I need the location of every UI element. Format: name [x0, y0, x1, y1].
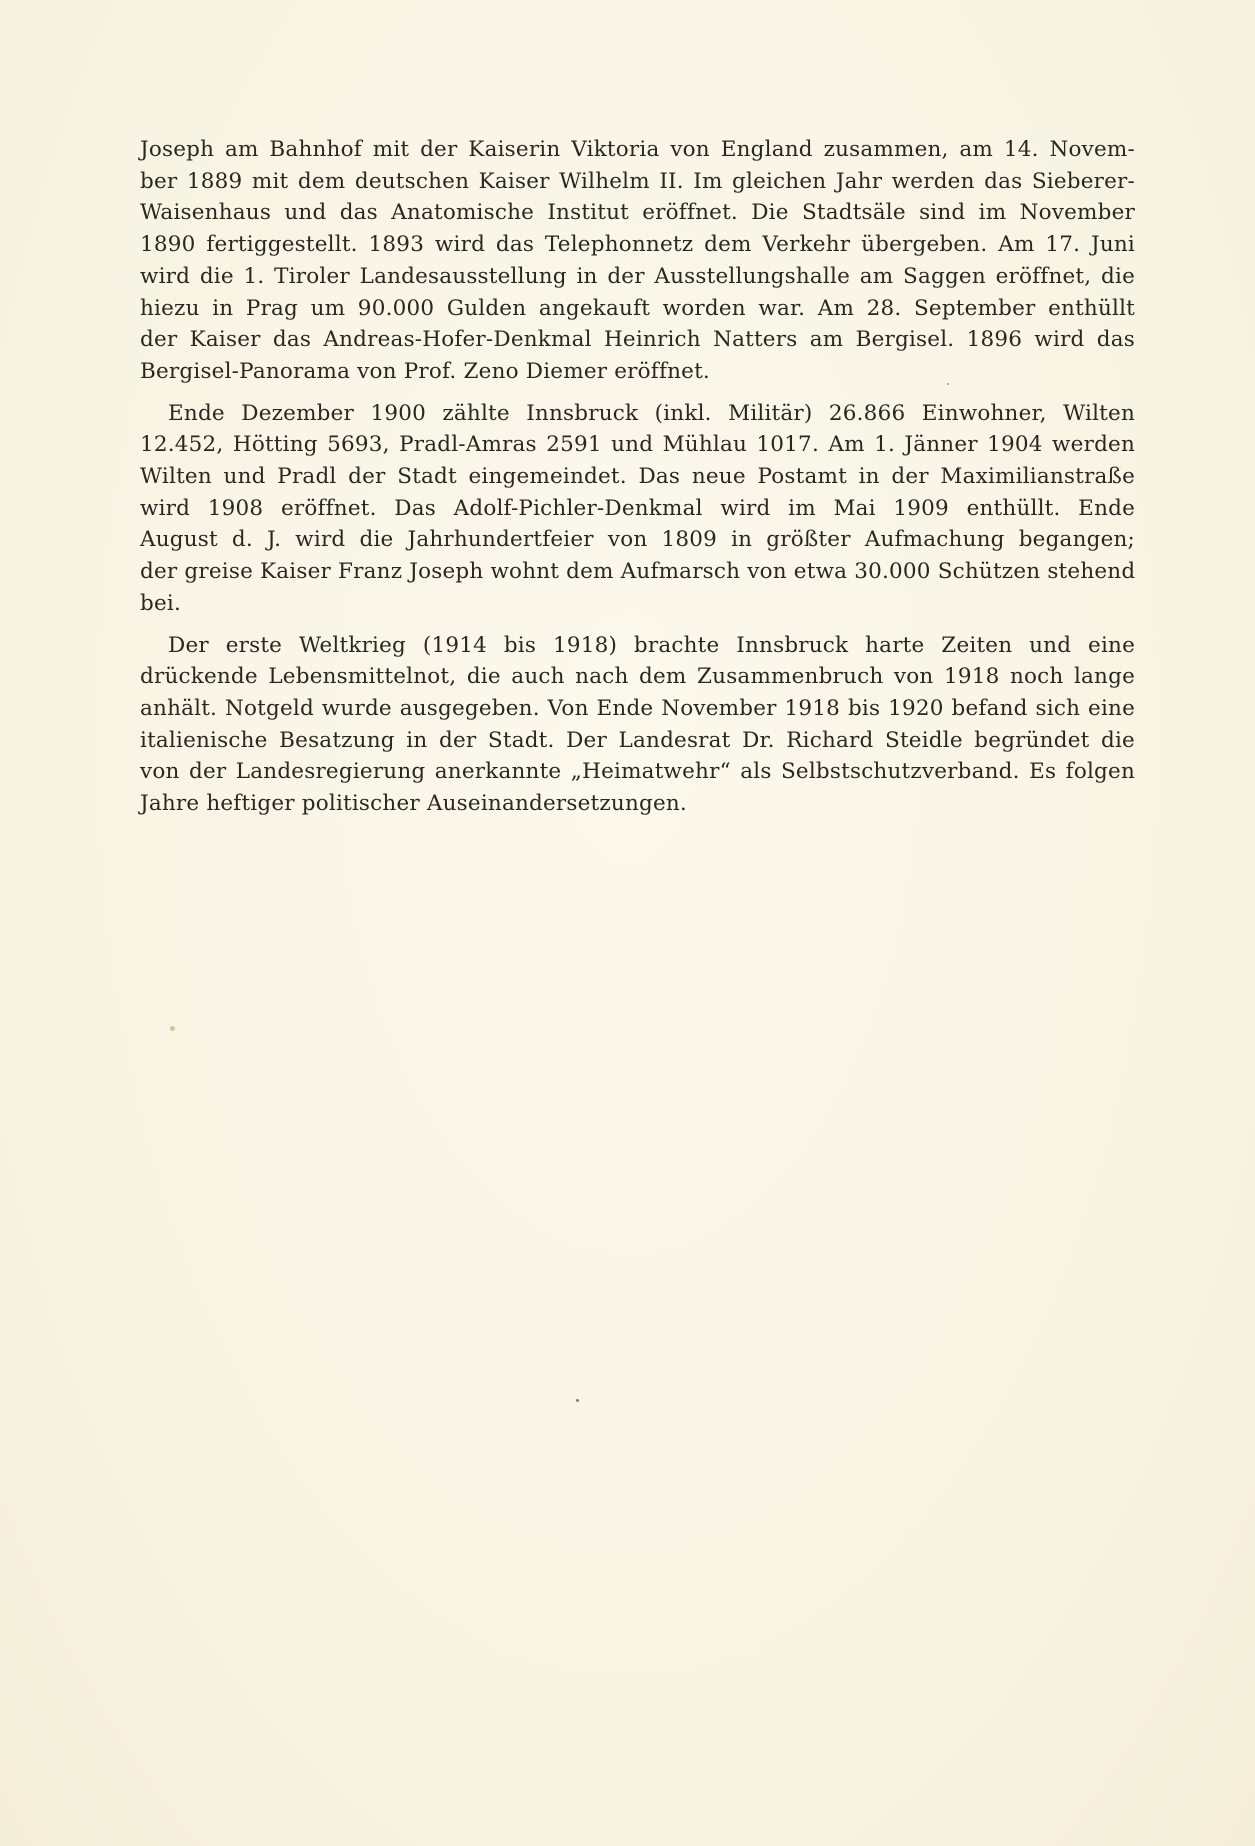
- paragraph-1: [140, 134, 1135, 388]
- text-line: wird 1908 eröffnet. Das Adolf-Pichler-Denkmal wird im Mai 1909 enthüllt. Ende: [140, 495, 1135, 521]
- text-line: 12.452, Hötting 5693, Pradl-Amras 2591 und Mühlau 1017. Am 1. Jänner 1904 werden: [140, 432, 1135, 458]
- text-line: Jahre heftiger politischer Auseinandersetzungen.: [140, 791, 687, 817]
- text-line: der Kaiser das Andreas-Hofer-Denkmal Heinrich Natters am Bergisel. 1896 wird das: [140, 327, 1135, 353]
- paper-speck: [947, 383, 949, 385]
- text-line: Wilten und Pradl der Stadt eingemeindet. Das neue Postamt in der Maximilianstraße: [140, 464, 1135, 490]
- text-line: 1890 fertiggestellt. 1893 wird das Telephonnetz dem Verkehr übergeben. Am 17. Juni: [140, 232, 1135, 258]
- paper-speck: [576, 1399, 579, 1402]
- text-line: anhält. Notgeld wurde ausgegeben. Von Ende November 1918 bis 1920 befand sich eine: [140, 695, 1135, 721]
- paper-speck: [170, 1026, 175, 1031]
- text-line: ber 1889 mit dem deutschen Kaiser Wilhelm II. Im gleichen Jahr werden das Sieberer-: [140, 168, 1135, 194]
- text-line: bei.: [140, 590, 181, 616]
- text-line: August d. J. wird die Jahrhundertfeier von 1809 in größter Aufmachung begangen;: [140, 527, 1135, 553]
- text-line: Der erste Weltkrieg (1914 bis 1918) brachte Innsbruck harte Zeiten und eine: [168, 632, 1135, 658]
- text-line: Waisenhaus und das Anatomische Institut eröffnet. Die Stadtsäle sind im November: [140, 200, 1135, 226]
- paragraph-3: [140, 630, 1135, 820]
- text-line: hiezu in Prag um 90.000 Gulden angekauft worden war. Am 28. September enthüllt: [140, 295, 1135, 321]
- paragraph-2: [140, 398, 1135, 620]
- text-line: drückende Lebensmittelnot, die auch nach dem Zusammenbruch von 1918 noch lange: [140, 664, 1135, 690]
- body-text: [140, 134, 1135, 820]
- text-line: italienische Besatzung in der Stadt. Der Landesrat Dr. Richard Steidle begründet die: [140, 727, 1135, 753]
- text-line: von der Landesregierung anerkannte „Heimatwehr“ als Selbstschutzverband. Es folgen: [140, 759, 1135, 785]
- text-line: Ende Dezember 1900 zählte Innsbruck (inkl. Militär) 26.866 Einwohner, Wilten: [168, 400, 1135, 426]
- text-line: der greise Kaiser Franz Joseph wohnt dem Aufmarsch von etwa 30.000 Schützen stehend: [140, 559, 1136, 585]
- text-line: Joseph am Bahnhof mit der Kaiserin Viktoria von England zusammen, am 14. Novem-: [140, 137, 1135, 162]
- text-line: wird die 1. Tiroler Landesausstellung in der Ausstellungshalle am Saggen eröffnet, die: [140, 263, 1135, 289]
- text-line: Bergisel-Panorama von Prof. Zeno Diemer eröffnet.: [140, 358, 710, 384]
